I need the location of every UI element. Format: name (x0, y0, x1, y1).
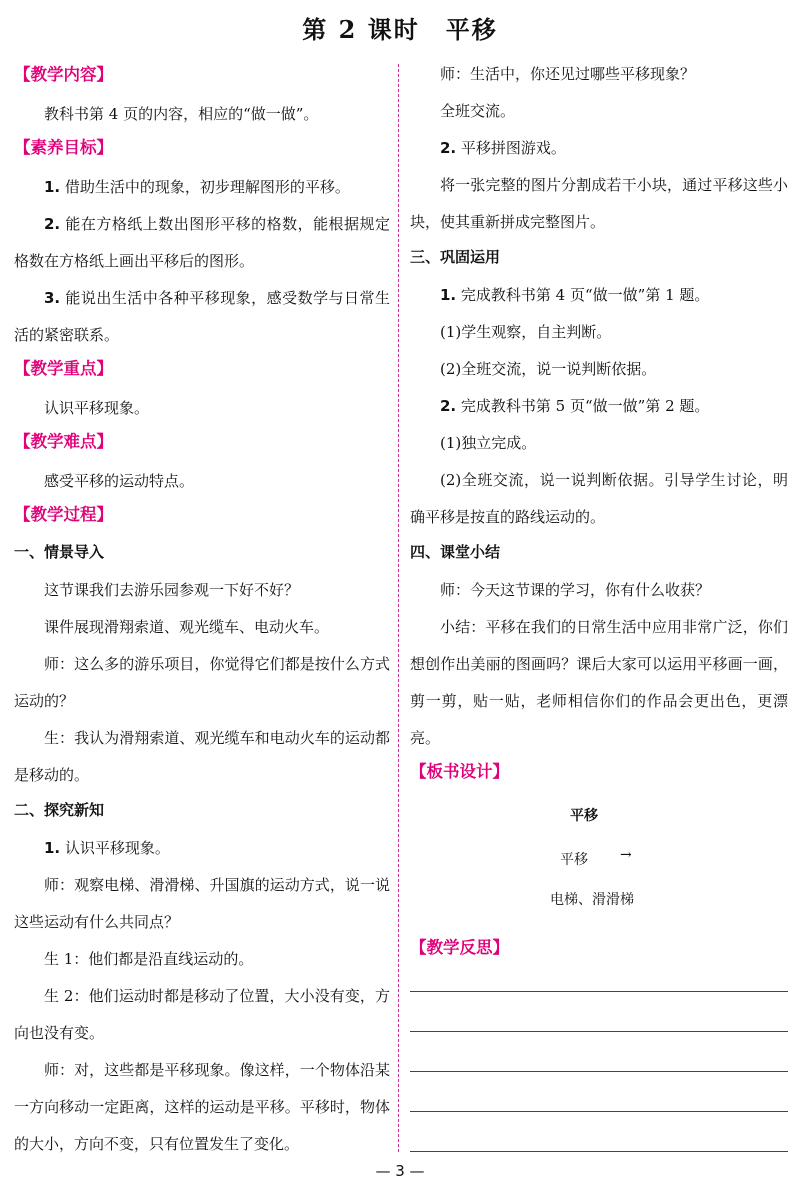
section-2-heading: 二、探究新知 (14, 801, 105, 819)
board-design-tag: 【板书设计】 (410, 762, 509, 781)
goal-3-text: 能说出生活中各种平移现象，感受数学与日常生活的紧密联系。 (14, 289, 390, 344)
section-4-paragraph: 师：今天这节课的学习，你有什么收获？ (440, 581, 711, 599)
section-3-paragraph: (2)全班交流，说一说判断依据。引导学生讨论，明确平移是按直的路线运动的。 (410, 471, 788, 526)
goal-3 (14, 280, 390, 354)
right-item-2 (410, 130, 788, 167)
section-1-heading: 一、情景导入 (14, 543, 105, 561)
board-title: 平移 (570, 808, 598, 824)
section-3-item-2 (410, 388, 788, 425)
board-design (410, 793, 788, 933)
process-tag: 【教学过程】 (14, 505, 113, 524)
goal-2-text: 能在方格纸上数出图形平移的格数，能根据规定格数在方格纸上画出平移后的图形。 (14, 215, 390, 270)
board-label: 平移 (560, 852, 588, 868)
section-2-paragraph: 师：观察电梯、滑滑梯、升国旗的运动方式，说一说这些运动有什么共同点？ (14, 876, 390, 931)
section-2-paragraph: 生 2：他们运动时都是移动了位置，大小没有变，方向也没有变。 (14, 987, 390, 1042)
goal-1 (14, 169, 390, 206)
writing-line (410, 1111, 788, 1112)
section-1-paragraph: 师：这么多的游乐项目，你觉得它们都是按什么方式运动的？ (14, 655, 390, 710)
right-paragraph: 全班交流。 (440, 102, 516, 120)
writing-line (410, 1031, 788, 1032)
right-item-2-number: 2. (440, 139, 457, 157)
writing-line (410, 991, 788, 992)
key-point-tag: 【教学重点】 (14, 359, 113, 378)
content-tag: 【教学内容】 (14, 65, 113, 84)
goals-tag: 【素养目标】 (14, 138, 113, 157)
section-1-paragraph: 课件展现滑翔索道、观光缆车、电动火车。 (44, 618, 330, 636)
content-text: 教科书第 4 页的内容，相应的“做一做”。 (44, 105, 319, 123)
page-number: — 3 — (375, 1162, 425, 1180)
section-3-heading: 三、巩固运用 (410, 248, 501, 266)
section-2-item-1-number: 1. (44, 839, 61, 857)
section-4-paragraph: 小结：平移在我们的日常生活中应用非常广泛，你们想创作出美丽的图画吗？课后大家可以运用平移画一画，剪一剪，贴一贴，老师相信你们的作品会更出色，更漂亮。 (410, 618, 788, 747)
writing-line (410, 1071, 788, 1072)
goal-1-number: 1. (44, 178, 61, 196)
board-examples: 电梯、滑滑梯 (550, 892, 634, 908)
right-paragraph: 师：生活中，你还见过哪些平移现象？ (440, 65, 696, 83)
section-2-item-1 (14, 830, 390, 867)
key-point-text: 认识平移现象。 (44, 399, 150, 417)
goal-3-number: 3. (44, 289, 61, 307)
difficulty-tag: 【教学难点】 (14, 432, 113, 451)
section-3-paragraph: (1)独立完成。 (440, 434, 537, 452)
section-2-item-1-text: 认识平移现象。 (60, 839, 170, 857)
page-title: 第 2 课时 平移 (302, 15, 498, 44)
section-3-item-2-text: 完成教科书第 5 页“做一做”第 2 题。 (456, 397, 710, 415)
goal-2 (14, 206, 390, 280)
reflection-tag: 【教学反思】 (410, 938, 509, 957)
section-2-paragraph: 师：对，这些都是平移现象。像这样，一个物体沿某一方向移动一定距离，这样的运动是平移。平移时，物体的大小，方向不变，只有位置发生了变化。 (14, 1061, 390, 1153)
right-column (410, 60, 788, 1169)
section-3-paragraph: (2)全班交流，说一说判断依据。 (440, 360, 657, 378)
section-3-item-1 (410, 277, 788, 314)
section-3-item-1-text: 完成教科书第 4 页“做一做”第 1 题。 (456, 286, 710, 304)
section-3-paragraph: (1)学生观察，自主判断。 (440, 323, 612, 341)
section-3-item-2-number: 2. (440, 397, 457, 415)
right-item-2-text: 平移拼图游戏。 (456, 139, 566, 157)
left-column (14, 60, 390, 1163)
section-2-paragraph: 生 1：他们都是沿直线运动的。 (44, 950, 254, 968)
right-paragraph: 将一张完整的图片分割成若干小块，通过平移这些小块，使其重新拼成完整图片。 (410, 176, 788, 231)
column-divider (398, 64, 399, 1152)
section-4-heading: 四、课堂小结 (410, 543, 501, 561)
section-1-paragraph: 生：我认为滑翔索道、观光缆车和电动火车的运动都是移动的。 (14, 729, 390, 784)
difficulty-text: 感受平移的运动特点。 (44, 472, 195, 490)
section-3-item-1-number: 1. (440, 286, 457, 304)
goal-1-text: 借助生活中的现象，初步理解图形的平移。 (60, 178, 350, 196)
goal-2-number: 2. (44, 215, 61, 233)
reflection-writing-lines (410, 969, 788, 1169)
arrow-right-icon: → (620, 847, 632, 863)
writing-line (410, 1151, 788, 1152)
section-1-paragraph: 这节课我们去游乐园参观一下好不好？ (44, 581, 300, 599)
